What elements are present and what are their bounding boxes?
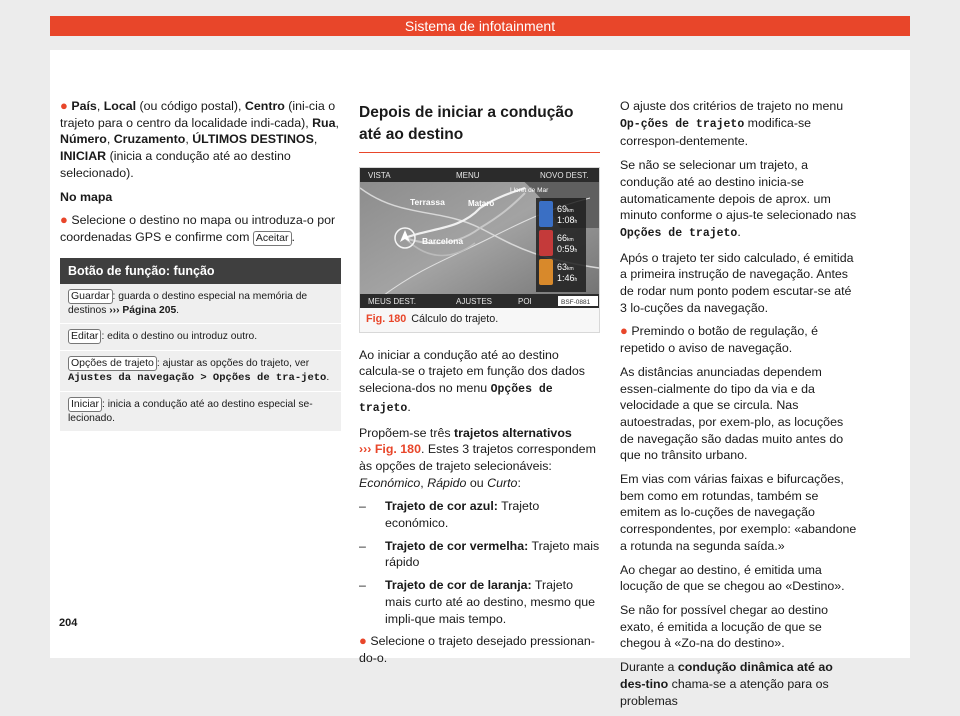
page-number: 204	[59, 617, 78, 629]
paragraph: Propõem-se três trajetos alternativos ››› Fig. 180. Estes 3 trajetos correspondem às opções de trajeto selecionáveis: Económico, Rápido ou Curto:	[359, 425, 596, 490]
function-table	[60, 258, 341, 432]
map-city-label: Mataró	[468, 199, 495, 208]
svg-text:1:08h: 1:08h	[557, 215, 578, 225]
map-city-label: Lloret de Mar	[510, 187, 549, 194]
bullet-icon: ●	[359, 633, 367, 649]
table-row: Iniciar : inicia a condução até ao destino especial se-lecionado.	[60, 392, 341, 432]
svg-text:0:59h: 0:59h	[557, 244, 578, 254]
route-orange-swatch	[539, 259, 553, 285]
screen-poi-label: POI	[518, 297, 532, 306]
figure-code: BSF-0881	[561, 299, 591, 306]
paragraph: Em vias com várias faixas e bifurcações, bem como em rotundas, também se emitem as lo-cuções de navegação correspondentes, por exemplo: «abandone a rotunda na segunda saída.»	[620, 472, 857, 553]
paragraph: As distâncias anunciadas dependem essen-cialmente do tipo da via e da velocidade a que se circula. Nas autoestradas, por exem-plo, as locuções de navegação são dadas muito antes do que no trânsito urbano.	[620, 364, 844, 463]
bullet-icon: ●	[620, 323, 628, 339]
paragraph: Ao chegar ao destino, é emitida uma locução de que se chegou ao «Destino».	[620, 562, 845, 594]
table-row: Guardar : guarda o destino especial na memória de destinos ››› Página 205.	[60, 284, 341, 324]
left-column	[60, 98, 341, 432]
map-city-label: Barcelona	[422, 236, 464, 246]
svg-text:66km: 66km	[557, 233, 574, 243]
svg-text:1:46h: 1:46h	[557, 273, 578, 283]
bullet-select-route: ● Selecione o trajeto desejado pressionan-do-o.	[359, 633, 595, 665]
bullet-map: ● Selecione o destino no mapa ou introduza-o por coordenadas GPS e confirme com Aceitar .	[60, 212, 336, 244]
accept-button-label: Aceitar	[253, 231, 292, 246]
section-header: Sistema de infotainment	[50, 16, 910, 36]
route-red-swatch	[539, 230, 553, 256]
list-item: – Trajeto de cor de laranja: Trajeto mais curto até ao destino, mesmo que impli-que mais tempo.	[359, 578, 596, 626]
route-list	[536, 198, 586, 292]
paragraph: Após o trajeto ter sido calculado, é emitida a primeira instrução de navegação. Antes de rodar num ponto podem escutar-se até 3 lo-cuções da navegação.	[620, 250, 854, 315]
middle-column	[359, 98, 600, 674]
paragraph: Se não se selecionar um trajeto, a condução até ao destino inicia-se automaticamente depois de aprox. um minuto conforme o ajus-te selecionado nas Opções de trajeto.	[620, 158, 857, 240]
screen-menu-label: MENU	[456, 171, 480, 180]
screen-vista-label: VISTA	[368, 171, 391, 180]
route-options-button-label: Opções de trajeto	[68, 356, 157, 371]
svg-text:63km: 63km	[557, 262, 574, 272]
map-city-label: Terrassa	[410, 197, 445, 207]
start-button-label: Iniciar	[68, 397, 102, 412]
list-item: – Trajeto de cor azul: Trajeto económico.	[359, 499, 540, 531]
screen-new-dest-label: NOVO DEST.	[540, 171, 589, 180]
screen-settings-label: AJUSTES	[456, 297, 493, 306]
table-row: Opções de trajeto : ajustar as opções do trajeto, ver Ajustes da navegação > Opções de tra-jeto.	[60, 351, 341, 392]
route-blue-swatch	[539, 201, 553, 227]
figure-caption: Fig. 180 Cálculo do trajeto.	[366, 313, 499, 325]
table-header: Botão de função: função	[60, 258, 341, 284]
paragraph: Durante a condução dinâmica até ao des-tino chama-se a atenção para os problemas	[620, 660, 833, 708]
bullet-icon: ●	[60, 98, 68, 113]
figure-180	[359, 167, 600, 333]
paragraph: O ajuste dos critérios de trajeto no menu Op-ções de trajeto modifica-se correspon-dentemente.	[620, 99, 844, 149]
edit-button-label: Editar	[68, 329, 101, 344]
screen-my-dest-label: MEUS DEST.	[368, 297, 417, 306]
list-item: – Trajeto de cor vermelha: Trajeto mais rápido	[359, 538, 600, 570]
table-row: Editar : edita o destino ou introduz outro.	[60, 324, 341, 351]
section-heading: Depois de iniciar a condução até ao destino	[359, 102, 600, 153]
right-column	[620, 98, 860, 716]
paragraph: Ao iniciar a condução até ao destino calcula-se o trajeto em função dos dados seleciona-dos no menu Opções de trajeto.	[359, 347, 585, 415]
navigation-screen-image	[360, 168, 599, 308]
figure-link[interactable]: ››› Fig. 180	[359, 442, 421, 457]
bullet-repeat: ● Premindo o botão de regulação, é repetido o aviso de navegação.	[620, 323, 818, 356]
bullet-address-fields: ● País, Local (ou código postal), Centro (ini-cia o trajeto para o centro da localidade indi-cada), Rua, Número, Cruzamento, ÚLTIMOS DESTINOS, INICIAR (inicia a condução até ao destino selecionado).	[60, 98, 339, 180]
subheading-map: No mapa	[60, 189, 113, 204]
bullet-icon: ●	[60, 212, 68, 228]
save-button-label: Guardar	[68, 289, 113, 304]
paragraph: Se não for possível chegar ao destino exato, é emitida a locução de que se chegou à «Zo-na do destino».	[620, 602, 829, 651]
svg-text:69km: 69km	[557, 204, 574, 214]
